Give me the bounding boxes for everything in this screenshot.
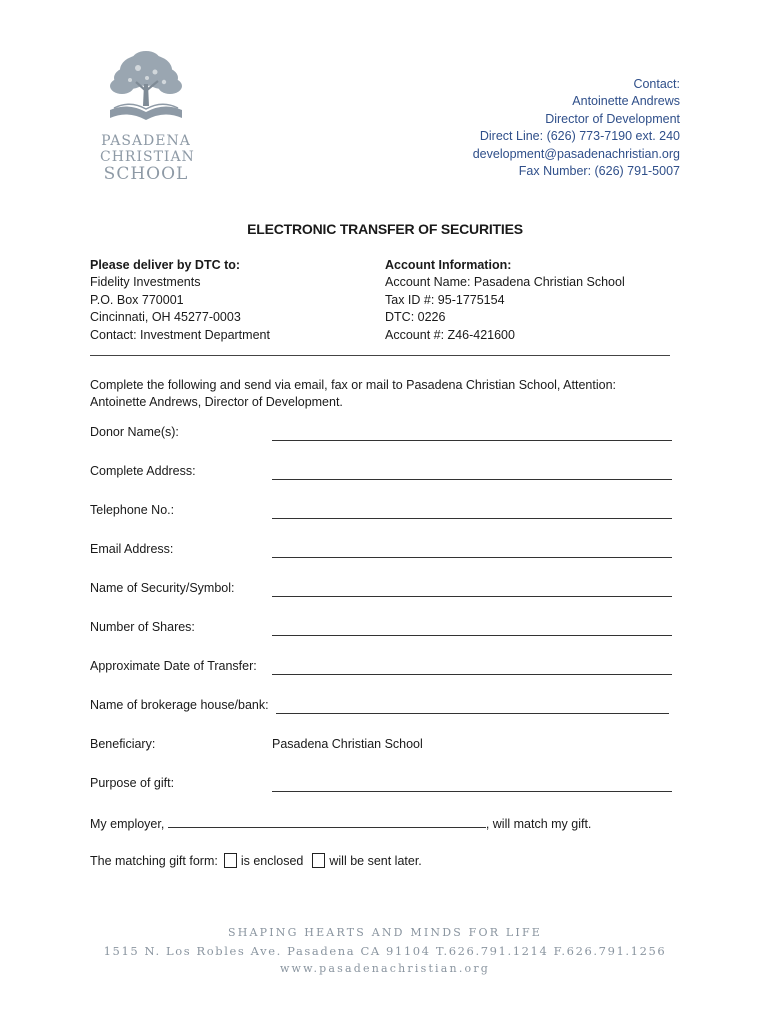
- form-row-shares: [90, 620, 672, 638]
- brokerage-field[interactable]: [276, 713, 669, 714]
- deliver-line: Fidelity Investments: [90, 275, 201, 290]
- contact-email[interactable]: development@pasadenachristian.org: [472, 146, 680, 161]
- form-row-email: [90, 542, 672, 560]
- address-field[interactable]: [272, 479, 672, 480]
- enclosed-label: is enclosed: [240, 853, 304, 868]
- enclosed-checkbox[interactable]: [224, 853, 237, 868]
- footer-website[interactable]: www.pasadenachristian.org: [279, 962, 491, 975]
- form-row-donor-name: [90, 425, 672, 443]
- employer-prefix: My employer,: [90, 817, 165, 831]
- field-label: Name of brokerage house/bank:: [90, 698, 269, 712]
- form-row-purpose: [90, 776, 672, 794]
- employer-row: [90, 815, 591, 831]
- section-divider: [90, 355, 670, 356]
- matching-gift-row: [90, 853, 422, 868]
- account-line: Tax ID #: 95-1775154: [385, 292, 505, 307]
- field-label: Complete Address:: [90, 464, 196, 478]
- contact-heading: Contact:: [633, 77, 680, 91]
- footer-tagline: SHAPING HEARTS AND MINDS FOR LIFE: [227, 926, 543, 939]
- field-label: Purpose of gift:: [90, 776, 175, 790]
- deliver-heading: Please deliver by DTC to:: [90, 258, 241, 272]
- footer-address: 1515 N. Los Robles Ave. Pasadena CA 91104 T.626.791.1214 F.626.791.1256: [103, 944, 667, 958]
- transfer-date-field[interactable]: [272, 674, 672, 675]
- account-line: Account #: Z46-421600: [385, 327, 515, 342]
- contact-role: Director of Development: [545, 111, 680, 126]
- field-label: Beneficiary:: [90, 737, 156, 751]
- tree-over-open-book-icon: [100, 48, 192, 128]
- logo-line-3: SCHOOL: [103, 164, 189, 184]
- form-row-brokerage: [90, 698, 672, 716]
- account-line: DTC: 0226: [385, 310, 446, 325]
- field-label: Donor Name(s):: [90, 425, 179, 439]
- form-row-address: [90, 464, 672, 482]
- matching-prefix: The matching gift form:: [90, 853, 218, 868]
- form-row-telephone: [90, 503, 672, 521]
- contact-direct-line: Direct Line: (626) 773-7190 ext. 240: [479, 129, 680, 144]
- donor-name-field[interactable]: [272, 440, 672, 441]
- form-row-security: [90, 581, 672, 599]
- field-label: Telephone No.:: [90, 503, 175, 517]
- purpose-field[interactable]: [272, 791, 672, 792]
- telephone-field[interactable]: [272, 518, 672, 519]
- contact-fax: Fax Number: (626) 791-5007: [518, 164, 680, 179]
- account-heading: Account Information:: [385, 258, 512, 272]
- account-line: Account Name: Pasadena Christian School: [385, 275, 625, 290]
- form-row-beneficiary: [90, 737, 672, 755]
- logo-line-2: CHRISTIAN: [100, 149, 195, 165]
- beneficiary-value: Pasadena Christian School: [272, 737, 423, 751]
- employer-suffix: , will match my gift.: [485, 817, 592, 831]
- school-logo: [100, 48, 195, 184]
- deliver-line: P.O. Box 770001: [90, 292, 184, 307]
- sent-later-label: will be sent later.: [329, 853, 422, 868]
- account-block: [385, 257, 625, 344]
- sent-later-checkbox[interactable]: [312, 853, 325, 868]
- field-label: Email Address:: [90, 542, 174, 556]
- contact-name: Antoinette Andrews: [572, 94, 680, 109]
- instructions-text: Complete the following and send via email, fax or mail to Pasadena Christian School, Attention: Antoinette Andrews, Director of Development.: [90, 378, 616, 410]
- form-row-transfer-date: [90, 659, 672, 677]
- page-title: ELECTRONIC TRANSFER OF SECURITIES: [247, 221, 523, 237]
- field-label: Name of Security/Symbol:: [90, 581, 235, 595]
- number-of-shares-field[interactable]: [272, 635, 672, 636]
- logo-line-1: PASADENA: [101, 133, 191, 149]
- email-field[interactable]: [272, 557, 672, 558]
- contact-block: [473, 76, 680, 180]
- security-symbol-field[interactable]: [272, 596, 672, 597]
- deliver-line: Contact: Investment Department: [90, 327, 270, 342]
- employer-field[interactable]: [168, 815, 486, 828]
- field-label: Approximate Date of Transfer:: [90, 659, 257, 673]
- deliver-block: [90, 257, 270, 344]
- field-label: Number of Shares:: [90, 620, 195, 634]
- deliver-line: Cincinnati, OH 45277-0003: [90, 310, 241, 325]
